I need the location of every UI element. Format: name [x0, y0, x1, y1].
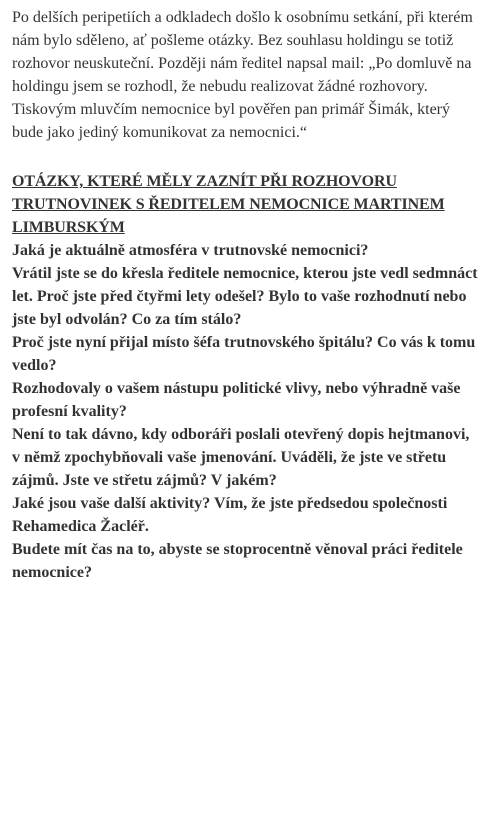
- question-list: [12, 239, 478, 584]
- question-7: Budete mít čas na to, abyste se stoprocentně věnoval práci ředitele nemocnice?: [12, 541, 463, 581]
- list-item: [12, 492, 478, 538]
- intro-paragraph: Po delších peripetiích a odkladech došlo k osobnímu setkání, při kterém nám bylo sděleno, ať pošleme otázky. Bez souhlasu holdingu se totiž rozhovor neuskuteční. Později nám ředitel napsal mail: „Po domluvě na holdingu jsem se rozhodl, že nebudu realizovat žádné rozhovory. Tiskovým mluvčím nemocnice byl pověřen pan primář Šimák, který bude jako jediný komunikovat za nemocnici.“: [12, 9, 473, 141]
- question-6: Jaké jsou vaše další aktivity? Vím, že jste předsedou společnosti Rehamedica Žacléř.: [12, 495, 448, 535]
- list-item: [12, 538, 478, 584]
- question-1: Jaká je aktuálně atmosféra v trutnovské nemocnici?: [12, 242, 369, 259]
- question-3: Proč jste nyní přijal místo šéfa trutnovského špitálu? Co vás k tomu vedlo?: [12, 334, 476, 374]
- list-item: [12, 423, 478, 492]
- list-item: [12, 262, 478, 331]
- list-item: [12, 239, 478, 262]
- list-item: [12, 377, 478, 423]
- list-item: [12, 331, 478, 377]
- question-2: Vrátil jste se do křesla ředitele nemocnice, kterou jste vedl sedmnáct let. Proč jste před čtyřmi lety odešel? Bylo to vaše rozhodnutí nebo jste byl odvolán? Co za tím stálo?: [12, 265, 478, 328]
- question-4: Rozhodovaly o vašem nástupu politické vlivy, nebo výhradně vaše profesní kvality?: [12, 380, 461, 420]
- question-5: Není to tak dávno, kdy odboráři poslali otevřený dopis hejtmanovi, v němž zpochybňovali vaše jmenování. Uváděli, že jste ve střetu zájmů. Jste ve střetu zájmů? V jakém?: [12, 426, 470, 489]
- section-heading: OTÁZKY, KTERÉ MĚLY ZAZNÍT PŘI ROZHOVORU TRUTNOVINEK S ŘEDITELEM NEMOCNICE MARTINEM LIMBURSKÝM: [12, 173, 445, 236]
